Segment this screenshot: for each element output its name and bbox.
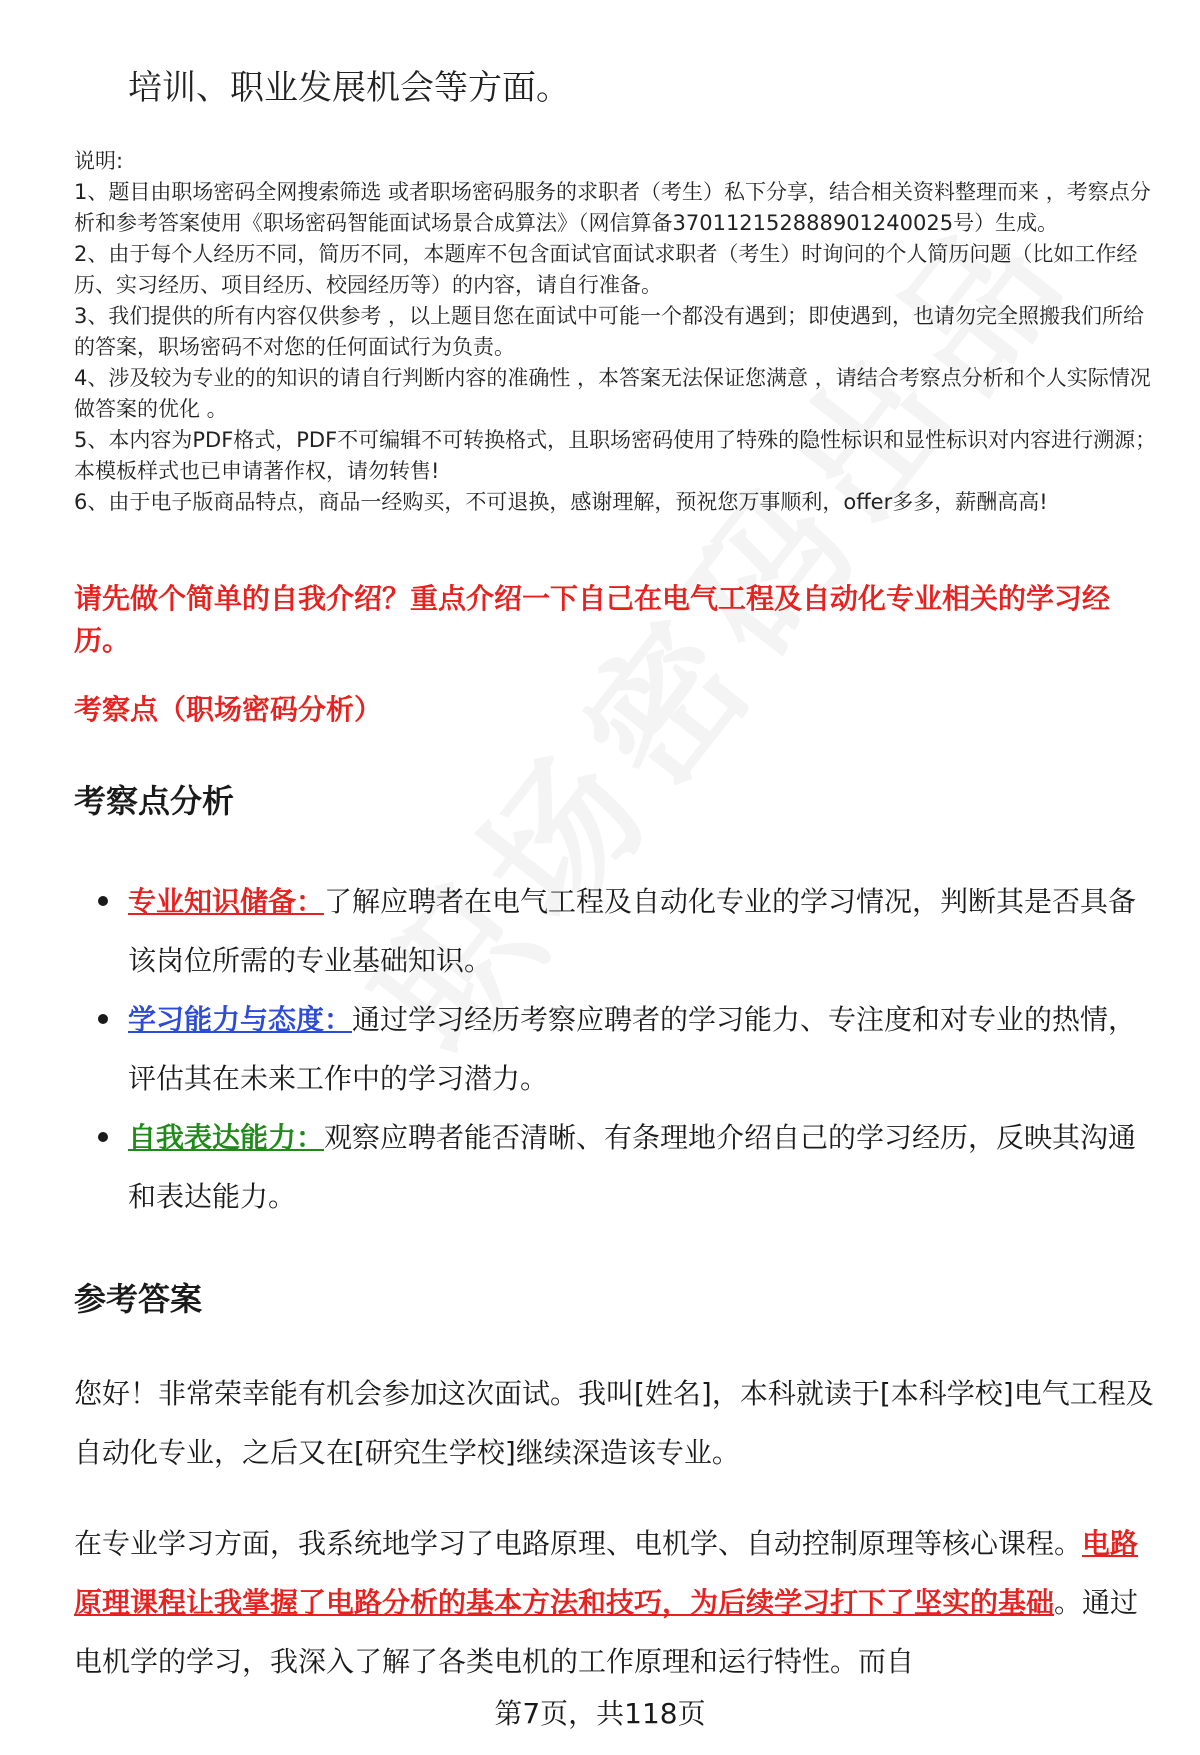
continuation-line: 培训、职业发展机会等方面。: [128, 68, 570, 108]
answer-heading: 参考答案: [74, 1280, 203, 1318]
para-text: 。通过电机学的学习，我深入了解了各类电机的工作原理和运行特性。而自: [74, 1586, 1139, 1678]
analysis-points: [74, 872, 1159, 1226]
analysis-point: [74, 872, 1159, 990]
analysis-heading: 考察点分析: [74, 782, 235, 820]
bullet-icon: [98, 896, 108, 906]
point-tag: 自我表达能力：: [128, 1121, 325, 1154]
bullet-icon: [98, 1132, 108, 1142]
interview-question: 请先做个简单的自我介绍？重点介绍一下自己在电气工程及自动化专业相关的学习经历。: [74, 582, 1111, 657]
analysis-point: [74, 990, 1159, 1108]
point-tag: 专业知识储备：: [128, 885, 325, 918]
para-text: 在专业学习方面，我系统地学习了电路原理、电机学、自动控制原理等核心课程。: [74, 1527, 1083, 1560]
answer-paragraph-1: 您好！非常荣幸能有机会参加这次面试。我叫[姓名]，本科就读于[本科学校]电气工程及自动化专业，之后又在[研究生学校]继续深造该专业。: [74, 1377, 1154, 1469]
note-item: 5、本内容为PDF格式，PDF不可编辑不可转换格式，且职场密码使用了特殊的隐性标识和显性标识对内容进行溯源；本模板样式也已申请著作权，请勿转售!: [74, 428, 1157, 483]
point-text: 通过学习经历考察应聘者的学习能力、专注度和对专业的热情，评估其在未来工作中的学习潜力。: [128, 1003, 1137, 1095]
para-highlight: 电路原理课程让我掌握了电路分析的基本方法和技巧，为后续学习打下了坚实的基础: [74, 1527, 1139, 1619]
note-item: 1、题目由职场密码全网搜索筛选 或者职场密码服务的求职者（考生）私下分享，结合相关资料整理而来 ，考察点分析和参考答案使用《职场密码智能面试场景合成算法》（网信算备370112152888901240025号）生成。: [74, 180, 1151, 235]
note-item: 3、我们提供的所有内容仅供参考 ，以上题目您在面试中可能一个都没有遇到；即使遇到，也请勿完全照搬我们所给的答案，职场密码不对您的任何面试行为负责。: [74, 304, 1145, 359]
bullet-icon: [98, 1014, 108, 1024]
kaocha-label: 考察点（职场密码分析）: [74, 693, 383, 726]
point-tag: 学习能力与态度：: [128, 1003, 353, 1036]
answer-paragraph-2: [74, 1514, 1164, 1691]
notes-heading: 说明:: [74, 149, 124, 173]
page-number: 第7页，共118页: [494, 1697, 706, 1730]
point-text: 观察应聘者能否清晰、有条理地介绍自己的学习经历，反映其沟通和表达能力。: [128, 1121, 1137, 1213]
note-item: 2、由于每个人经历不同，简历不同，本题库不包含面试官面试求职者（考生）时询问的个人简历问题（比如工作经历、实习经历、项目经历、校园经历等）的内容，请自行准备。: [74, 242, 1138, 297]
note-item: 6、由于电子版商品特点，商品一经购买，不可退换，感谢理解，预祝您万事顺利，offer多多，薪酬高高!: [74, 490, 1048, 514]
note-item: 4、涉及较为专业的的知识的请自行判断内容的准确性 ，本答案无法保证您满意 ，请结合考察点分析和个人实际情况做答案的优化 。: [74, 366, 1151, 421]
notes-section: [74, 146, 1159, 518]
point-text: 了解应聘者在电气工程及自动化专业的学习情况，判断其是否具备该岗位所需的专业基础知识。: [128, 885, 1137, 977]
analysis-point: [74, 1108, 1159, 1226]
